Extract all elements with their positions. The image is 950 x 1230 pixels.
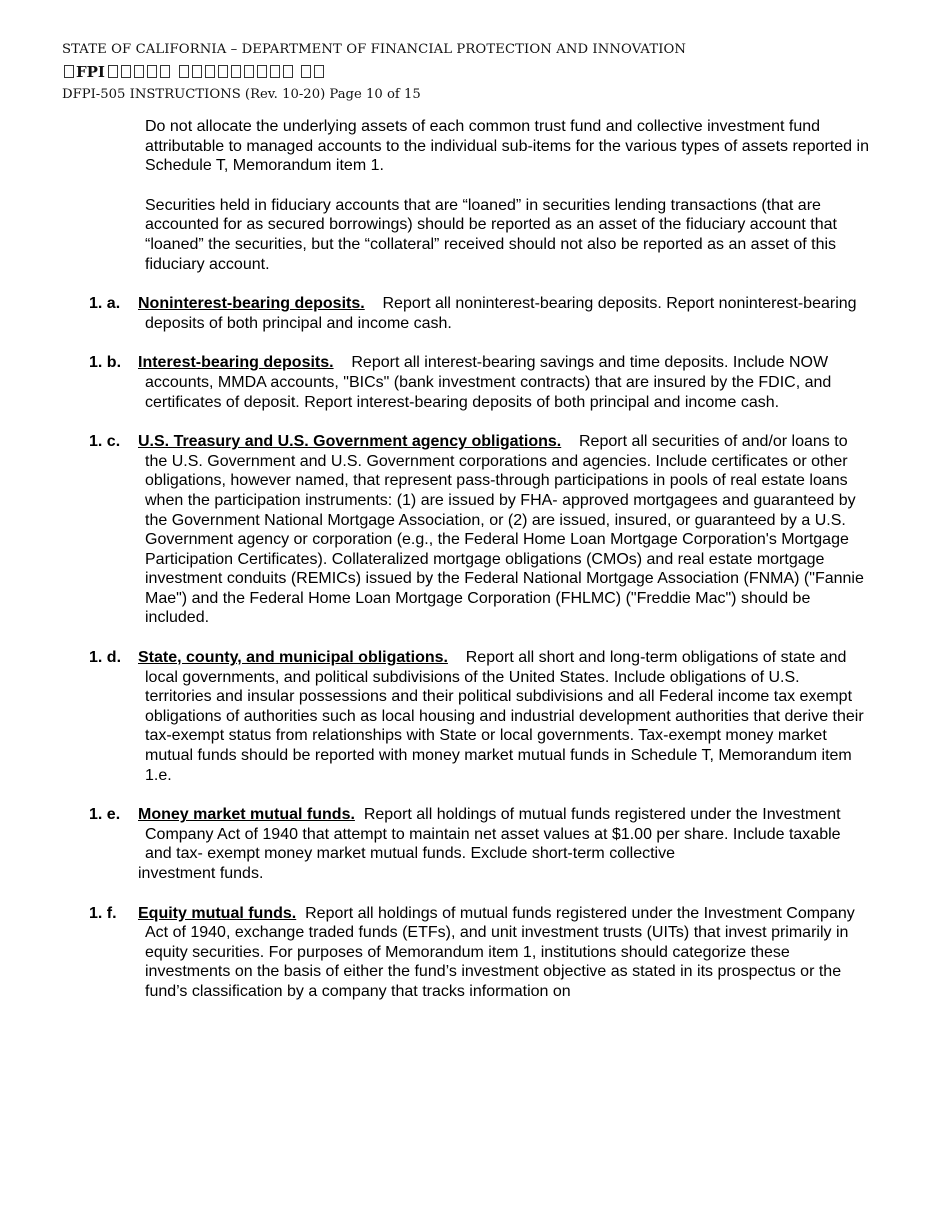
missing-glyph-icon bbox=[314, 65, 324, 78]
intro-paragraph: Securities held in fiduciary accounts that are “loaned” in securities lending transactions (that are accounted for as secured borrowings) should be reported as an asset of the fiduciary account that “loaned” the securities, but the “collateral” received should not also be reported as an asset of this fiduciary account. bbox=[145, 196, 837, 273]
missing-glyph-icon bbox=[244, 65, 254, 78]
item-number: 1. a. bbox=[89, 295, 121, 313]
missing-glyph-icon bbox=[108, 65, 118, 78]
item-heading: State, county, and municipal obligations. bbox=[138, 649, 448, 667]
missing-glyph-icon bbox=[160, 65, 170, 78]
missing-glyph-icon bbox=[270, 65, 280, 78]
instruction-item-1e bbox=[0, 805, 950, 883]
item-body-continued: investment funds. bbox=[138, 865, 264, 882]
item-number: 1. e. bbox=[89, 806, 121, 824]
missing-glyph-icon bbox=[301, 65, 311, 78]
item-text bbox=[138, 805, 870, 883]
agency-header: STATE OF CALIFORNIA – DEPARTMENT OF FINANCIAL PROTECTION AND INNOVATION bbox=[62, 42, 687, 57]
form-page-info: DFPI-505 INSTRUCTIONS (Rev. 10-20) Page 10 of 15 bbox=[62, 87, 421, 102]
missing-glyph-icon bbox=[147, 65, 157, 78]
instruction-item-1a bbox=[0, 294, 950, 333]
missing-glyph-icon bbox=[179, 65, 189, 78]
item-text bbox=[138, 353, 870, 412]
instruction-item-1f bbox=[0, 904, 950, 1002]
missing-glyph-icon bbox=[257, 65, 267, 78]
item-number: 1. d. bbox=[89, 649, 122, 667]
intro-paragraph: Do not allocate the underlying assets of each common trust fund and collective investment fund attributable to managed accounts to the individual sub-items for the various types of assets reported in Schedule T, Memorandum item 1. bbox=[145, 118, 869, 175]
item-number: 1. c. bbox=[89, 433, 121, 451]
item-body: Report all securities of and/or loans to the U.S. Government and U.S. Government corporations and agencies. Include certificates or other obligations, however named, that represent pass-through participations in pools of real estate loans when the participation instruments: (1) are issued by FHA- approved mortgagees and guaranteed by the Government National Mortgage Association, or (2) are issued, insured, or guaranteed by a U.S. Government agency or corporation (e.g., the Federal Home Loan Mortgage Corporation's Mortgage Participation Certificates). Collateralized mortgage obligations (CMOs) and real estate mortgage investment conduits (REMICs) issued by the Federal National Mortgage Association (FNMA) ("Fannie Mae") and the Federal Home Loan Mortgage Corporation (FHLMC) ("Freddie Mac") should be included. bbox=[145, 433, 864, 627]
item-body: Report all holdings of mutual funds registered under the Investment Company Act of 1940, exchange traded funds (ETFs), and unit investment trusts (UITs) that invest primarily in equity securities. For purposes of Memorandum item 1, institutions should categorize these investments on the basis of either the fund’s investment objective as stated in its prospectus or the fund’s classification by a company that tracks information on bbox=[145, 904, 855, 1000]
agency-logo-line bbox=[62, 63, 325, 81]
missing-glyph-icon bbox=[121, 65, 131, 78]
missing-glyph-icon bbox=[192, 65, 202, 78]
missing-glyph-icon bbox=[283, 65, 293, 78]
instruction-item-1c bbox=[0, 432, 950, 628]
instruction-item-1d bbox=[0, 648, 950, 785]
item-text bbox=[138, 432, 870, 628]
missing-glyph-icon bbox=[205, 65, 215, 78]
item-body: Report all short and long-term obligations of state and local governments, and political subdivisions of the United States. Include obligations of U.S. territories and insular possessions and their political subdivisions and all Federal income tax exempt obligations of authorities such as local housing and industrial development authorities that derive their tax-exempt status from relationships with State or local governments. Tax-exempt money market mutual funds should be reported with money market mutual funds in Schedule T, Memorandum item 1.e. bbox=[145, 649, 864, 784]
item-number: 1. f. bbox=[89, 904, 117, 922]
missing-glyph-icon bbox=[231, 65, 241, 78]
instructions-body bbox=[0, 117, 950, 1022]
missing-glyph-icon bbox=[64, 65, 74, 78]
item-heading: Noninterest-bearing deposits. bbox=[138, 295, 365, 313]
missing-glyph-icon bbox=[134, 65, 144, 78]
item-body: Report all noninterest-bearing deposits. Report noninterest-bearing deposits of both principal and income cash. bbox=[145, 295, 857, 332]
item-text bbox=[138, 904, 870, 1002]
item-heading: Money market mutual funds. bbox=[138, 806, 355, 824]
item-text bbox=[138, 294, 870, 333]
item-body: Report all holdings of mutual funds registered under the Investment Company Act of 1940 that attempt to maintain net asset values at $1.00 per share. Include taxable and tax- exempt money market mutual funds. Exclude short-term collective bbox=[145, 806, 841, 863]
logo-text: FPI bbox=[76, 63, 105, 81]
item-text bbox=[138, 648, 870, 785]
item-heading: U.S. Treasury and U.S. Government agency obligations. bbox=[138, 433, 562, 451]
instruction-item-1b bbox=[0, 353, 950, 412]
item-heading: Equity mutual funds. bbox=[138, 904, 297, 922]
item-number: 1. b. bbox=[89, 354, 122, 372]
item-heading: Interest-bearing deposits. bbox=[138, 354, 334, 372]
item-body: Report all interest-bearing savings and time deposits. Include NOW accounts, MMDA accounts, "BICs" (bank investment contracts) that are insured by the FDIC, and certificates of deposit. Report interest-bearing deposits of both principal and income cash. bbox=[145, 354, 832, 411]
missing-glyph-icon bbox=[218, 65, 228, 78]
